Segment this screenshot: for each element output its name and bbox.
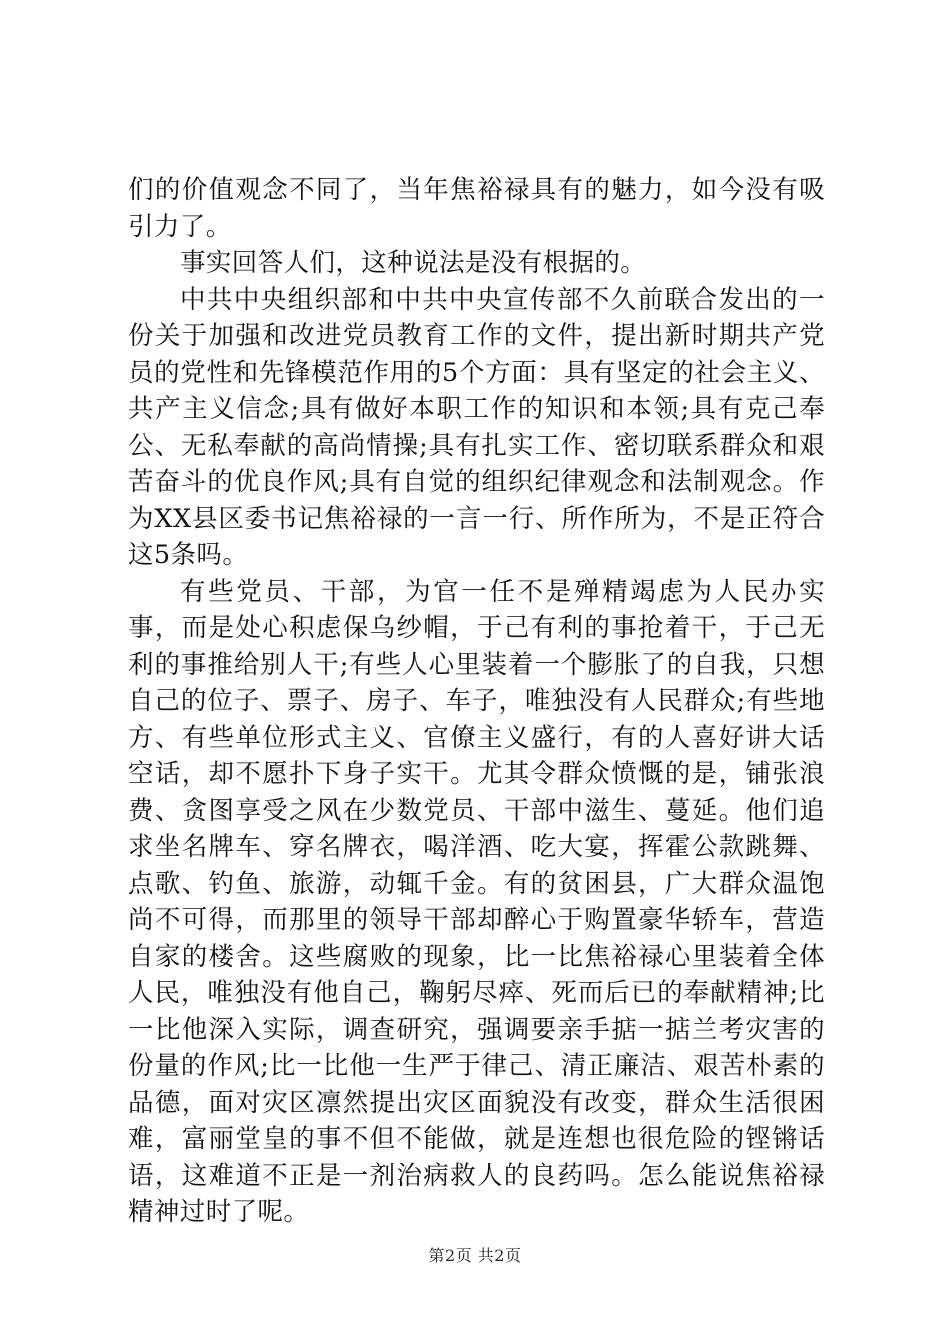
paragraph-corruption-contrast: 有些党员、干部，为官一任不是殚精竭虑为人民办实事，而是处心积虑保乌纱帽，于己有利的事抢着干，于己无利的事推给别人干;有些人心里装着一个膨胀了的自我，只想自己的位子、票子、房子、车子，唯独没有人民群众;有些地方、有些单位形式主义、官僚主义盛行，有的人喜好讲大话空话，却不愿扑下身子实干。尤其令群众愤慨的是，铺张浪费、贪图享受之风在少数党员、干部中滋生、蔓延。他们追求坐名牌车、穿名牌衣，喝洋酒、吃大宴，挥霍公款跳舞、点歌、钓鱼、旅游，动辄千金。有的贫困县，广大群众温饱尚不可得，而那里的领导干部却醉心于购置豪华轿车，营造自家的楼舍。这些腐败的现象，比一比焦裕禄心里装着全体人民，唯独没有他自己，鞠躬尽瘁、死而后已的奉献精神;比一比他深入实际，调查研究，强调要亲手掂一掂兰考灾害的份量的作风;比一比他一生严于律己、清正廉洁、艰苦朴素的品德，面对灾区凛然提出灾区面貌没有改变，群众生活很困难，富丽堂皇的事不但不能做，就是连想也很危险的铿锵话语，这难道不正是一剂治病救人的良药吗。怎么能说焦裕禄精神过时了呢。 [128,576,825,1227]
paragraph-fact-answer: 事实回答人们，这种说法是没有根据的。 [180,248,647,278]
document-body [128,172,825,1231]
paragraph-party-document: 中共中央组织部和中共中央宣传部不久前联合发出的一份关于加强和改进党员教育工作的文件，提出新时期共产党员的党性和先锋模范作用的5个方面：具有坚定的社会主义、共产主义信念;具有做好本职工作的知识和本领;具有克己奉公、无私奉献的高尚情操;具有扎实工作、密切联系群众和艰苦奋斗的优良作风;具有自觉的组织纪律观念和法制观念。作为XX县区委书记焦裕禄的一言一行、所作所为，不是正符合这5条吗。 [128,284,825,570]
paragraph-continuation: 们的价值观念不同了，当年焦裕禄具有的魅力，如今没有吸引力了。 [128,175,825,242]
page-footer: 第2页 共2页 [428,1246,522,1265]
